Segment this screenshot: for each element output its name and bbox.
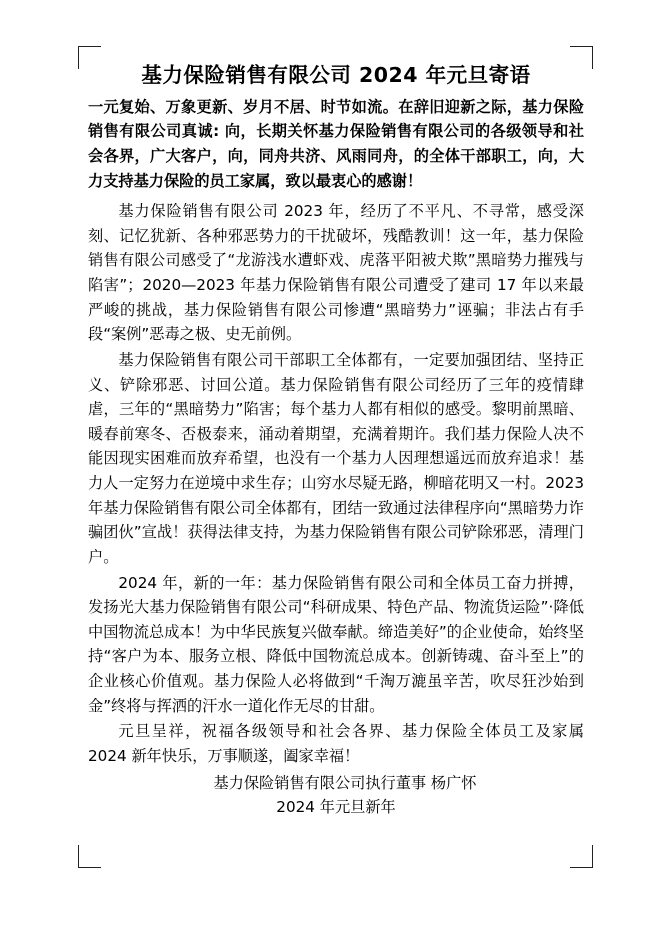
page-title: 基力保险销售有限公司 2024 年元旦寄语 (141, 63, 531, 87)
document-body (88, 62, 584, 819)
signature-block (88, 771, 584, 820)
body-paragraph-4: 元旦呈祥，祝福各级领导和社会各界、基力保险全体员工及家属 2024 新年快乐，万事顺遂，阖家幸福！ (88, 722, 584, 765)
body-paragraph-1: 基力保险销售有限公司 2023 年，经历了不平凡、不寻常，感受深刻、记忆犹新、各种邪恶势力的干扰破坏，残酷教训！这一年，基力保险销售有限公司感受了“龙游浅水遭虾戏、虎落平阳被犬欺”黑暗势力摧残与陷害”；2020—2023 年基力保险销售有限公司遭受了建司 17 年以来最严峻的挑战，基力保险销售有限公司惨遭“黑暗势力”诬骗；非法占有手段“案例”恶毒之极、史无前例。 (88, 202, 584, 344)
lead-paragraph: 一元复始、万象更新、岁月不居、时节如流。在辞旧迎新之际，基力保险销售有限公司真诚: 向，长期关怀基力保险销售有限公司的各级领导和社会各界，广大客户，向，同舟共济、风雨同舟，的全体干部职工，向，大力支持基力保险的员工家属，致以最衷心的感谢！ (88, 97, 584, 190)
signature-date: 2024 年元旦新年 (276, 797, 396, 816)
body-paragraph-2: 基力保险销售有限公司干部职工全体都有，一定要加强团结、坚持正义、铲除邪恶、讨回公道。基力保险销售有限公司经历了三年的疫情肆虐，三年的“黑暗势力”陷害；每个基力人都有相似的感受。黎明前黑暗、暖春前寒冬、否极泰来，涌动着期望，充满着期许。我们基力保险人决不能因现实困难而放弃希望，也没有一个基力人因理想遥远而放弃追求！基力人一定努力在逆境中求生存；山穷水尽疑无路，柳暗花明又一村。2023 年基力保险销售有限公司全体都有，团结一致通过法律程序向“黑暗势力诈骗团伙”宣战！获得法律支持，为基力保险销售有限公司铲除邪恶，清理门户。 (88, 350, 584, 566)
crop-mark-bottom-right (570, 845, 593, 868)
crop-mark-bottom-left (78, 845, 101, 868)
signature-name: 基力保险销售有限公司执行董事 杨广怀 (213, 773, 477, 792)
body-paragraph-3: 2024 年，新的一年：基力保险销售有限公司和全体员工奋力拼搏，发扬光大基力保险销售有限公司“科研成果、特色产品、物流货运险”·降低中国物流总成本！为中华民族复兴做奉献。缔造美好”的企业使命，始终坚持“客户为本、服务立根、降低中国物流总成本。创新铸魂、奋斗至上”的企业核心价值观。基力保险人必将做到“千淘万漉虽辛苦，吹尽狂沙始到金”终将与挥洒的汗水一道化作无尽的甘甜。 (88, 573, 584, 715)
